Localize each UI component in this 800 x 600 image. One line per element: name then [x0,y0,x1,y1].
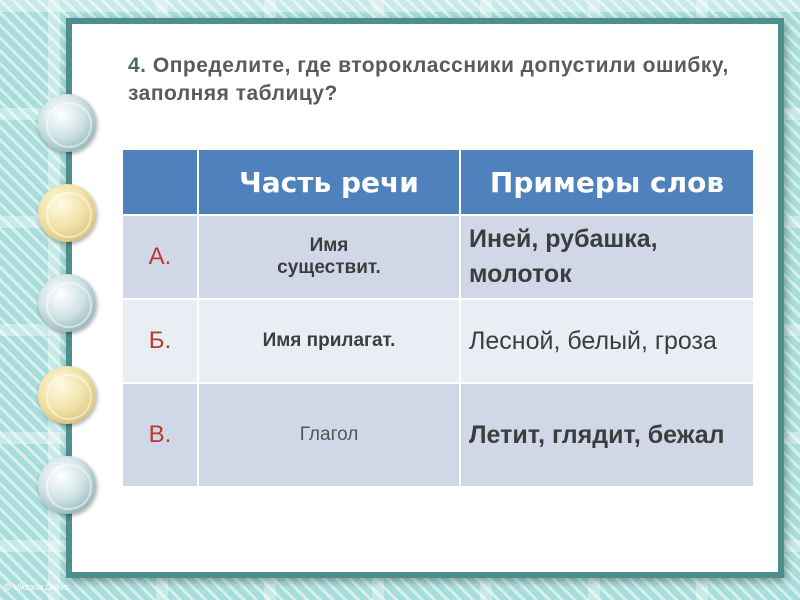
table-row [122,215,754,299]
question-body: Определите, где второклассники допустили ошибку, заполняя таблицу? [128,54,729,105]
binder-ring-icon [38,456,96,514]
examples-cell: Иней, рубашка, молоток [460,215,754,299]
header-letter [122,149,198,215]
header-examples: Примеры слов [460,149,754,215]
table-header-row [122,149,754,215]
copyright-watermark: © Viktoria Drevs [4,582,69,592]
part-of-speech-cell [198,215,460,299]
examples-cell: Лесной, белый, гроза [460,299,754,383]
header-part-of-speech: Часть речи [198,149,460,215]
row-letter: Б. [122,299,198,383]
binder-ring-icon [38,274,96,332]
part-line: существит. [277,257,381,278]
question-text [128,52,748,107]
table-row [122,299,754,383]
question-number: 4. [128,54,147,77]
binder-ring-icon [38,184,96,242]
part-of-speech-cell: Глагол [198,383,460,487]
binder-ring-icon [38,366,96,424]
binder-ring-icon [38,94,96,152]
row-letter: В. [122,383,198,487]
parts-of-speech-table [121,148,755,488]
part-of-speech-cell: Имя прилагат. [198,299,460,383]
row-letter: А. [122,215,198,299]
examples-cell: Летит, глядит, бежал [460,383,754,487]
table-row [122,383,754,487]
part-line: Имя [309,235,349,256]
